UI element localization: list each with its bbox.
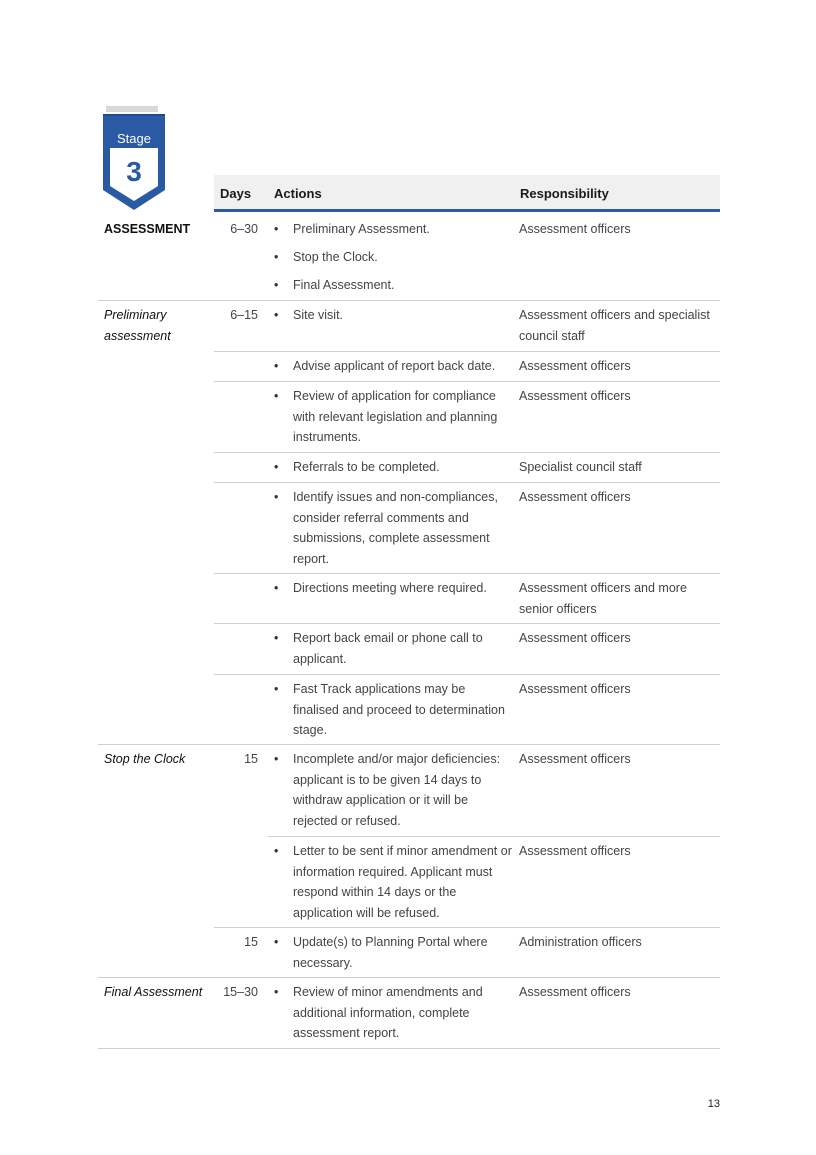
stage-table — [98, 214, 720, 1048]
action-item: • Stop the Clock. — [274, 247, 512, 268]
responsibility-cell: Assessment officers — [519, 682, 631, 696]
responsibility-cell: Assessment officers and more senior officers — [519, 581, 687, 616]
actions-cell — [274, 932, 512, 973]
header-days: Days — [220, 186, 252, 201]
actions-cell — [274, 356, 512, 377]
days-cell: 6–15 — [230, 308, 258, 322]
stage-label: ASSESSMENT — [104, 222, 191, 236]
responsibility-cell: Assessment officers — [519, 985, 631, 999]
responsibility-cell: Assessment officers and specialist council staff — [519, 308, 710, 343]
responsibility-cell: Assessment officers — [519, 389, 631, 403]
table-row — [98, 300, 720, 351]
responsibility-cell: Assessment officers — [519, 222, 631, 236]
responsibility-cell: Assessment officers — [519, 359, 631, 373]
actions-cell — [274, 219, 512, 296]
stage-badge-number: 3 — [126, 156, 142, 187]
header-responsibility: Responsibility — [520, 186, 609, 201]
action-item: • Identify issues and non-compliances, consider referral comments and submissions, complete assessment report. — [274, 487, 512, 569]
table-row — [98, 482, 720, 573]
action-item: • Incomplete and/or major deficiencies: applicant is to be given 14 days to withdraw application or it will be rejected or refused. — [274, 749, 512, 831]
table-row — [98, 573, 720, 623]
action-item: • Advise applicant of report back date. — [274, 356, 512, 377]
table-row — [98, 214, 720, 300]
stage-badge — [102, 104, 166, 214]
stage-label: Stop the Clock — [104, 752, 186, 766]
table-row — [98, 977, 720, 1048]
table-row — [98, 836, 720, 927]
actions-cell — [274, 749, 512, 831]
stage-badge-label: Stage — [117, 131, 151, 146]
action-item: • Report back email or phone call to applicant. — [274, 628, 512, 669]
table-row — [98, 452, 720, 482]
actions-cell — [274, 457, 512, 478]
actions-cell — [274, 628, 512, 669]
days-cell: 6–30 — [230, 222, 258, 236]
table-row — [98, 927, 720, 977]
action-item: • Review of minor amendments and additional information, complete assessment report. — [274, 982, 512, 1044]
action-item: • Fast Track applications may be finalised and proceed to determination stage. — [274, 679, 512, 741]
table-row — [98, 381, 720, 452]
responsibility-cell: Administration officers — [519, 935, 642, 949]
action-item: • Referrals to be completed. — [274, 457, 512, 478]
days-cell: 15 — [244, 752, 258, 766]
header-actions: Actions — [274, 186, 322, 201]
action-item: • Review of application for compliance with relevant legislation and planning instruments. — [274, 386, 512, 448]
stage-label: Preliminary assessment — [104, 308, 171, 343]
table-row — [98, 744, 720, 836]
responsibility-cell: Specialist council staff — [519, 460, 642, 474]
responsibility-cell: Assessment officers — [519, 844, 631, 858]
actions-cell — [274, 679, 512, 741]
action-item: • Letter to be sent if minor amendment or information required. Applicant must respond within 14 days or the application will be refused. — [274, 841, 512, 923]
actions-cell — [274, 578, 512, 599]
actions-cell — [274, 386, 512, 448]
responsibility-cell: Assessment officers — [519, 631, 631, 645]
days-cell: 15 — [244, 935, 258, 949]
page-number: 13 — [707, 1098, 720, 1110]
days-cell: 15–30 — [223, 985, 258, 999]
table-header — [214, 175, 720, 212]
actions-cell — [274, 487, 512, 569]
actions-cell — [274, 982, 512, 1044]
responsibility-cell: Assessment officers — [519, 752, 631, 766]
actions-cell — [274, 841, 512, 923]
actions-cell — [274, 305, 512, 326]
responsibility-cell: Assessment officers — [519, 490, 631, 504]
row-divider — [98, 1048, 720, 1049]
table-row — [98, 674, 720, 744]
action-item: • Final Assessment. — [274, 275, 512, 296]
action-item: • Site visit. — [274, 305, 512, 326]
table-row — [98, 623, 720, 674]
table-row — [98, 351, 720, 381]
action-item: • Update(s) to Planning Portal where necessary. — [274, 932, 512, 973]
stage-label: Final Assessment — [104, 985, 203, 999]
action-item: • Preliminary Assessment. — [274, 219, 512, 240]
action-item: • Directions meeting where required. — [274, 578, 512, 599]
